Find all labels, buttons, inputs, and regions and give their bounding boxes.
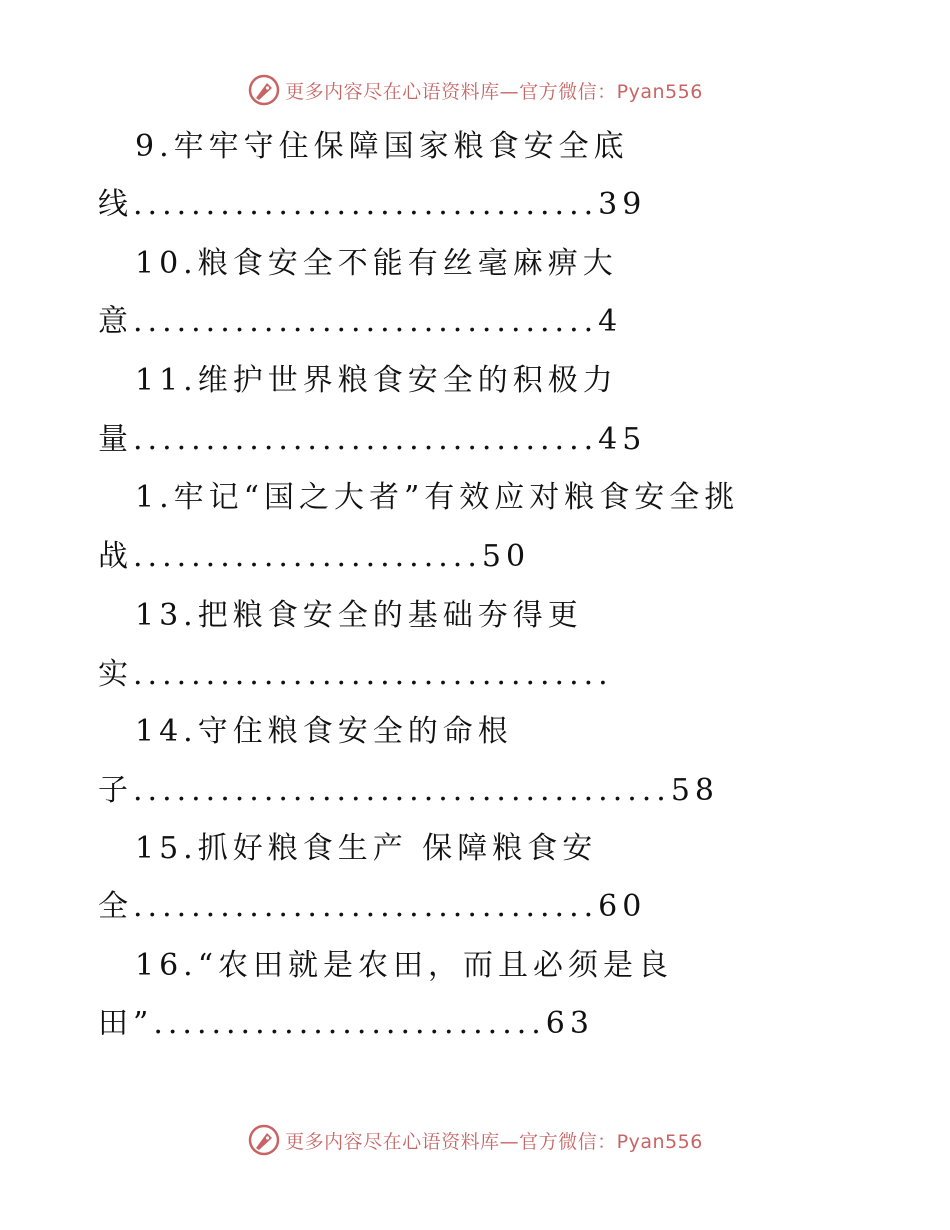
toc-entry-continuation[interactable]: 田”...........................63 (98, 1006, 594, 1041)
toc-entry-continuation[interactable]: 实................................. (98, 657, 613, 692)
toc-entry-continuation[interactable]: 量................................45 (98, 422, 647, 457)
toc-entry-continuation[interactable]: 子.....................................58 (98, 773, 720, 808)
toc-entry-continuation[interactable]: 意................................4 (98, 304, 623, 339)
header-watermark (0, 70, 950, 110)
toc-entry-title[interactable]: 9.牢牢守住保障国家粮食安全底 (135, 129, 629, 164)
toc-entry-title[interactable]: 14.守住粮食安全的命根 (135, 714, 513, 749)
watermark-text: 更多内容尽在心语资料库—官方微信：Pyan556 (285, 80, 703, 103)
footer-watermark (0, 1120, 950, 1160)
watermark-text: 更多内容尽在心语资料库—官方微信：Pyan556 (285, 1130, 703, 1153)
pen-nib-logo-icon (247, 73, 281, 107)
toc-entry-continuation[interactable]: 战........................50 (98, 539, 531, 574)
toc-entry-continuation[interactable]: 全................................60 (98, 889, 647, 924)
toc-entry-title[interactable]: 10.粮食安全不能有丝毫麻痹大 (135, 246, 618, 281)
toc-entry-title[interactable]: 13.把粮食安全的基础夯得更 (135, 598, 583, 633)
toc-entry-title[interactable]: 16.“农田就是农田，而且必须是良 (135, 948, 674, 983)
pen-nib-logo-icon (247, 1123, 281, 1157)
toc-entry-continuation[interactable]: 线................................39 (98, 187, 647, 222)
toc-entry-title[interactable]: 15.抓好粮食生产 保障粮食安 (135, 831, 598, 866)
toc-entry-title[interactable]: 11.维护世界粮食安全的积极力 (135, 363, 618, 398)
toc-entry-title[interactable]: 1.牢记“国之大者”有效应对粮食安全挑 (135, 480, 740, 515)
